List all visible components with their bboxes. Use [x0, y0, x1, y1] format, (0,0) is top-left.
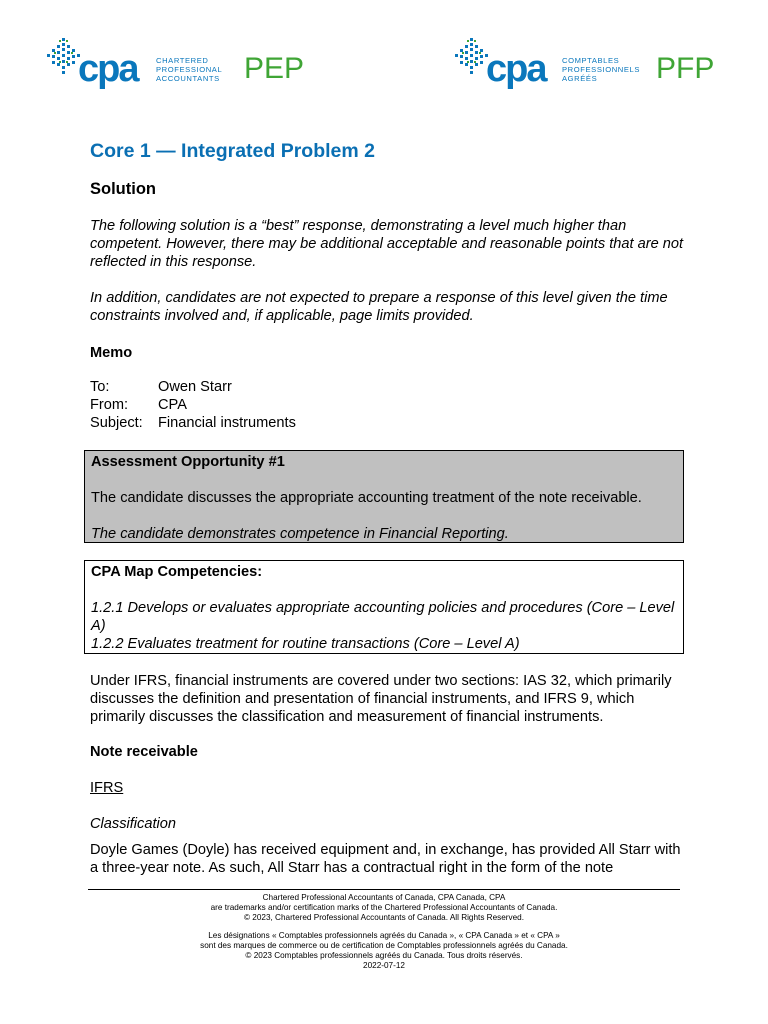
footer-en-line-2: are trademarks and/or certification marks of the Chartered Professional Accountants of Canada. — [210, 903, 558, 912]
ifrs-intro-paragraph: Under IFRS, financial instruments are covered under two sections: IAS 32, which primarily discusses the definition and presentation of financial instruments, and IFRS 9, which primarily discusses the classification and measurement of financial instruments. — [90, 673, 672, 725]
logo-tagline: CHARTERED PROFESSIONAL ACCOUNTANTS — [156, 56, 223, 83]
page-title: Core 1 — Integrated Problem 2 — [90, 140, 375, 162]
competencies-box — [84, 560, 684, 654]
cpa-pfp-logo — [454, 36, 734, 92]
memo-heading: Memo — [90, 345, 133, 361]
ifrs-subheading: IFRS — [90, 780, 124, 796]
maple-leaf-dots-icon — [454, 36, 490, 80]
logo-tagline: COMPTABLES PROFESSIONNELS AGRÉÉS — [562, 56, 641, 83]
cpa-wordmark: cpa — [486, 48, 546, 90]
classification-heading: Classification — [90, 816, 176, 832]
maple-leaf-dots-icon — [46, 36, 82, 80]
footer-date: 2022-07-12 — [363, 961, 405, 970]
footer-fr-line-1: Les désignations « Comptables professionnels agréés du Canada », « CPA Canada » et « CPA » — [208, 931, 560, 940]
memo-subject-value: Financial instruments — [158, 415, 296, 431]
competency-item-2: 1.2.2 Evaluates treatment for routine transactions (Core – Level A) — [91, 636, 520, 652]
doyle-paragraph: Doyle Games (Doyle) has received equipment and, in exchange, has provided All Starr with a three-year note. As such, All Starr has a contractual right in the form of the note — [90, 842, 681, 876]
assessment-opportunity-box — [84, 450, 684, 543]
memo-from — [90, 396, 187, 414]
intro-paragraph-2: In addition, candidates are not expected to prepare a response of this level given the time constraints involved and, if applicable, page limits provided. — [90, 290, 668, 324]
cpa-wordmark: cpa — [78, 48, 138, 90]
memo-to-label: To: — [90, 379, 110, 395]
footer-en-line-3: © 2023, Chartered Professional Accountants of Canada. All Rights Reserved. — [243, 913, 525, 922]
pfp-badge: PFP — [656, 52, 715, 85]
competencies-heading: CPA Map Competencies: — [91, 564, 263, 580]
footer-en-line-1: Chartered Professional Accountants of Canada, CPA Canada, CPA — [262, 893, 506, 902]
memo-from-label: From: — [90, 397, 129, 413]
competency-item-1: 1.2.1 Develops or evaluates appropriate accounting policies and procedures (Core – Level A) — [91, 600, 675, 634]
footer-fr-line-2: sont des marques de commerce ou de certification de Comptables professionnels agréés du Canada. — [200, 941, 568, 950]
intro-paragraph-1: The following solution is a “best” response, demonstrating a level much higher than competent. However, there may be additional acceptable and reasonable points that are not reflected in this response. — [90, 218, 684, 270]
footer-fr-line-3: © 2023 Comptables professionnels agréés du Canada. Tous droits réservés. — [245, 951, 523, 960]
solution-heading: Solution — [90, 180, 156, 198]
footer-divider — [88, 889, 680, 890]
memo-to — [90, 378, 232, 396]
memo-to-value: Owen Starr — [158, 379, 232, 395]
pep-badge: PEP — [244, 52, 305, 85]
footer — [88, 893, 680, 971]
note-receivable-heading: Note receivable — [90, 744, 198, 760]
cpa-pep-logo — [46, 36, 326, 92]
assessment-line-1: The candidate discusses the appropriate accounting treatment of the note receivable. — [91, 490, 642, 506]
assessment-line-2: The candidate demonstrates competence in Financial Reporting. — [91, 526, 509, 542]
memo-subject-label: Subject: — [90, 415, 143, 431]
assessment-heading: Assessment Opportunity #1 — [91, 454, 285, 470]
memo-from-value: CPA — [158, 397, 187, 413]
memo-subject — [90, 414, 296, 432]
